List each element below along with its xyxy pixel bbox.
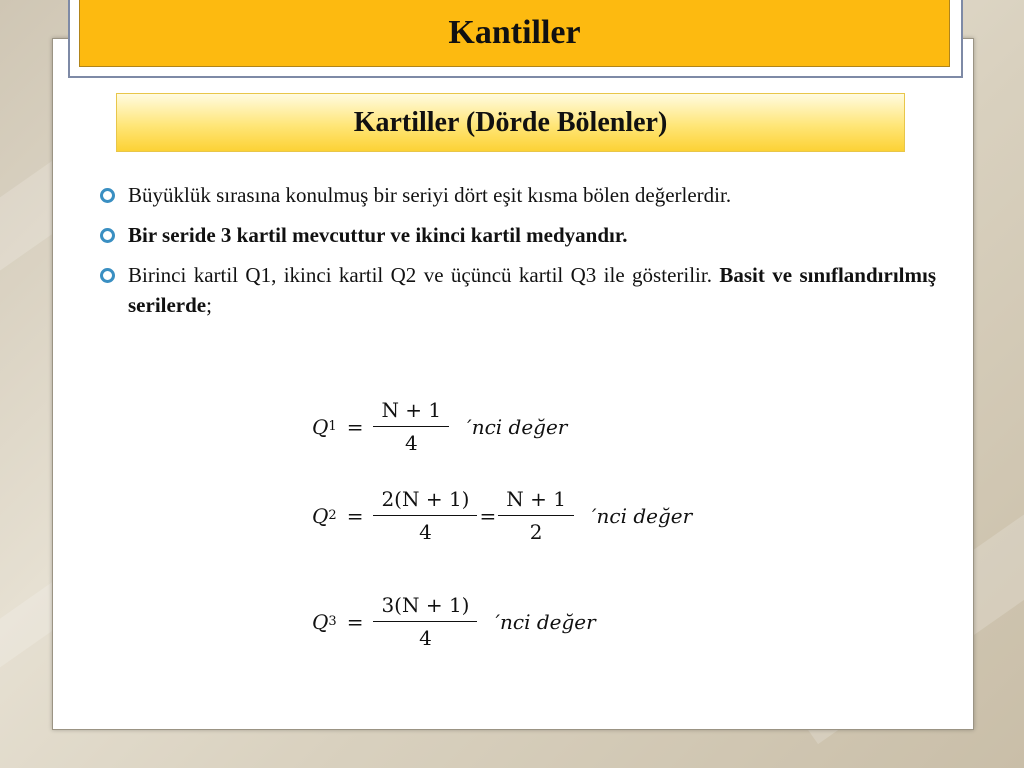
fraction <box>502 487 570 544</box>
formula-symbol: Q <box>312 503 329 528</box>
equals-sign: = <box>346 414 364 439</box>
formula-index: 1 <box>328 419 337 434</box>
formula-symbol: Q <box>312 609 329 634</box>
fraction-numerator: N + 1 <box>506 487 566 511</box>
fraction-denominator: 2 <box>498 515 574 544</box>
fraction <box>377 593 473 650</box>
slide-subtitle: Kartiller (Dörde Bölenler) <box>353 106 668 138</box>
slide-title: Kantiller <box>448 14 581 51</box>
formula-q1 <box>312 398 567 455</box>
formula-index: 3 <box>328 614 337 629</box>
fraction-denominator: 4 <box>373 515 477 544</box>
title-bar <box>79 0 950 67</box>
formula-q3 <box>312 593 596 650</box>
fraction <box>377 398 445 455</box>
formula-symbol: Q <box>312 414 329 439</box>
fraction-numerator: 2(N + 1) <box>381 487 470 511</box>
formula-q2 <box>312 487 692 544</box>
bullet-item <box>100 220 936 250</box>
equals-sign: = <box>346 503 364 528</box>
formula-suffix: ′nci değer <box>591 503 693 528</box>
equals-sign: = <box>479 503 497 528</box>
equals-sign: = <box>346 609 364 634</box>
bullet-text: Bir seride 3 kartil mevcuttur ve ikinci kartil medyandır. <box>128 223 628 247</box>
fraction-denominator: 4 <box>373 621 477 650</box>
bullet-text-end: ; <box>206 293 212 317</box>
fraction-numerator: N + 1 <box>381 398 442 422</box>
bullet-text: Büyüklük sırasına konulmuş bir seriyi dört eşit kısma bölen değerlerdir. <box>128 183 732 207</box>
bullet-bold-text: Basit ve sınıflandırılmış serilerde <box>128 263 936 317</box>
formula-suffix: ′nci değer <box>467 414 568 439</box>
bullet-item <box>100 260 936 320</box>
fraction-numerator: 3(N + 1) <box>381 593 470 617</box>
subtitle-box <box>116 93 905 152</box>
bullet-list <box>100 180 936 330</box>
fraction-denominator: 4 <box>373 426 449 455</box>
bullet-ring-icon <box>100 228 115 243</box>
bullet-ring-icon <box>100 188 115 203</box>
fraction <box>377 487 473 544</box>
bullet-ring-icon <box>100 268 115 283</box>
bullet-text: Birinci kartil Q1, ikinci kartil Q2 ve üçüncü kartil Q3 ile gösterilir. <box>128 263 712 287</box>
bullet-item <box>100 180 936 210</box>
formula-index: 2 <box>328 508 337 523</box>
formula-suffix: ′nci değer <box>495 609 596 634</box>
